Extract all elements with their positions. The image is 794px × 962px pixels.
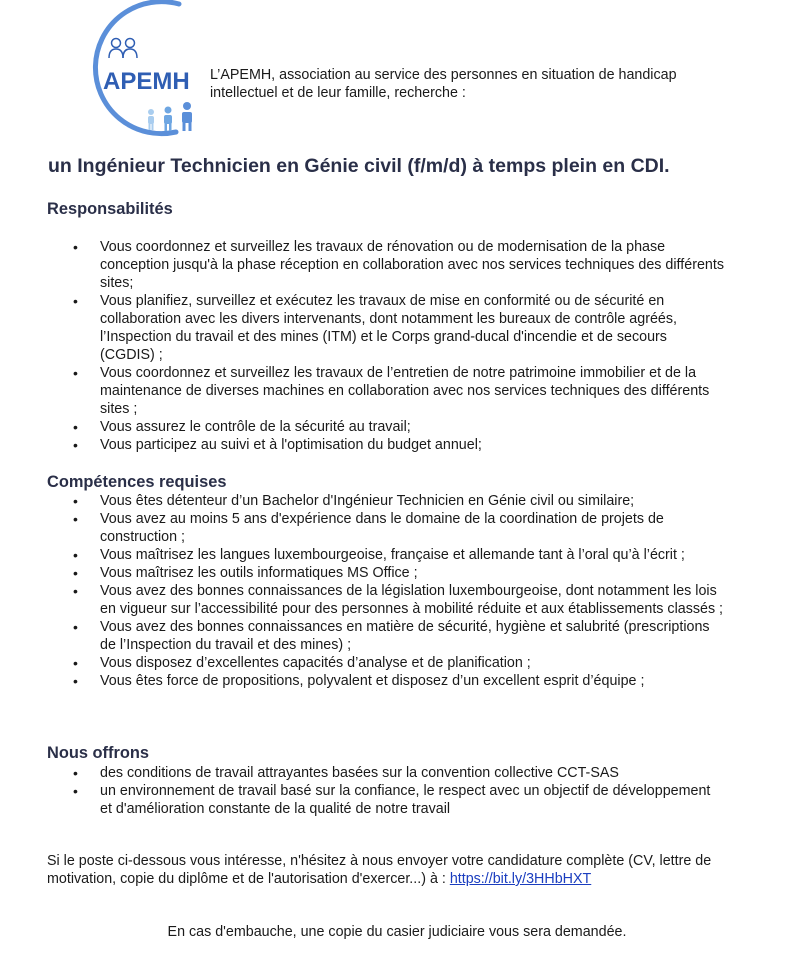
responsabilites-list xyxy=(0,238,724,454)
list-item: • Vous avez des bonnes connaissances en matière de sécurité, hygiène et salubrité (prescriptions de l’Inspection du travail et des mines) ; xyxy=(0,618,724,654)
list-item: • Vous êtes force de propositions, polyvalent et disposez d’un excellent esprit d’équipe ; xyxy=(0,672,724,690)
criminal-record-note: En cas d'embauche, une copie du casier judiciaire vous sera demandée. xyxy=(167,924,627,940)
list-item: • Vous maîtrisez les langues luxembourgeoise, française et allemande tant à l’oral qu’à l’écrit ; xyxy=(0,546,724,564)
list-item: • Vous assurez le contrôle de la sécurité au travail; xyxy=(0,418,724,436)
offrons-list xyxy=(0,764,724,818)
list-item: • Vous maîtrisez les outils informatiques MS Office ; xyxy=(0,564,724,582)
job-title: un Ingénieur Technicien en Génie civil (f/m/d) à temps plein en CDI. xyxy=(48,155,670,177)
list-item: • Vous avez au moins 5 ans d'expérience dans le domaine de la coordination de projets de construction ; xyxy=(0,510,724,546)
responsabilites-heading: Responsabilités xyxy=(47,200,173,218)
list-item: • Vous coordonnez et surveillez les travaux de l’entretien de notre patrimoine immobilier et de la maintenance de diverses machines en collaboration avec nos services techniques des différents sites ; xyxy=(0,364,724,418)
list-item: • Vous planifiez, surveillez et exécutez les travaux de mise en conformité ou de sécurité en collaboration avec les divers intervenants, dont notamment les bureaux de contrôle agréés, l’Inspection du travail et des mines (ITM) et le Corps grand-ducal d'incendie et de secours (CGDIS) ; xyxy=(0,292,724,364)
family-figures-icon xyxy=(148,102,192,131)
list-item: • un environnement de travail basé sur la confiance, le respect avec un objectif de développement et d'amélioration constante de la qualité de notre travail xyxy=(0,782,724,818)
logo-graphic xyxy=(44,0,204,140)
closing-text: Si le poste ci-dessous vous intéresse, n'hésitez à nous envoyer votre candidature complète (CV, lettre de motivation, copie du diplôme et de l'autorisation d'exercer...) à : xyxy=(47,853,712,887)
application-link[interactable]: https://bit.ly/3HHbHXT xyxy=(449,871,592,887)
list-item: • des conditions de travail attrayantes basées sur la convention collective CCT-SAS xyxy=(0,764,724,782)
competences-list xyxy=(0,492,724,690)
offrons-heading: Nous offrons xyxy=(47,744,149,762)
logo-text: APEMH xyxy=(103,68,190,95)
couple-icon xyxy=(109,39,137,59)
list-item: • Vous participez au suivi et à l'optimisation du budget annuel; xyxy=(0,436,724,454)
intro-text: L’APEMH, association au service des personnes en situation de handicap intellectuel et de leur famille, recherche : xyxy=(210,67,677,101)
apemh-logo xyxy=(44,0,204,140)
list-item: • Vous avez des bonnes connaissances de la législation luxembourgeoise, dont notamment les lois en vigueur sur l’accessibilité pour des personnes à mobilité réduite et aux établissements classés ; xyxy=(0,582,724,618)
list-item: • Vous disposez d’excellentes capacités d’analyse et de planification ; xyxy=(0,654,724,672)
list-item: • Vous êtes détenteur d’un Bachelor d'Ingénieur Technicien en Génie civil ou similaire; xyxy=(0,492,724,510)
list-item: • Vous coordonnez et surveillez les travaux de rénovation ou de modernisation de la phase conception jusqu'à la phase réception en collaboration avec nos services techniques des différents sites; xyxy=(0,238,724,292)
competences-heading: Compétences requises xyxy=(47,473,227,491)
application-instructions xyxy=(47,852,767,888)
